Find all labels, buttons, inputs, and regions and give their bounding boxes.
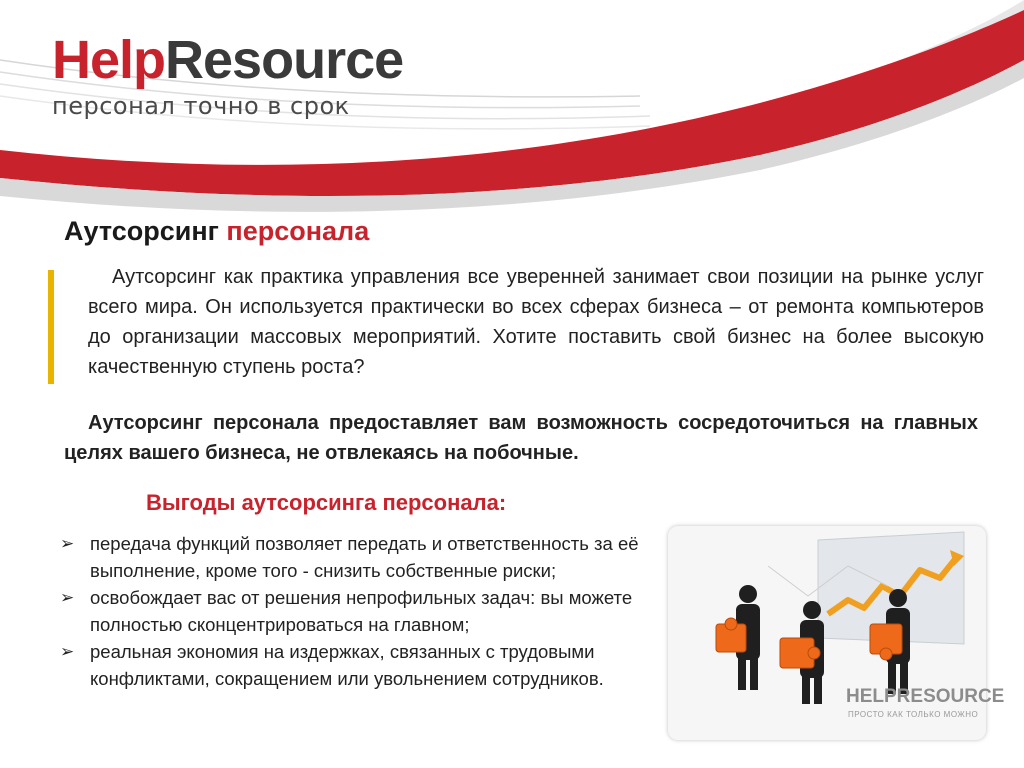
company-logo[interactable] xyxy=(52,32,403,120)
watermark-logo: HELPRESOURCE xyxy=(846,686,1005,707)
intro-paragraph: Аутсорсинг как практика управления все уверенней занимает свои позиции на рынке услуг всего мира. Он используется практически во всех сферах бизнеса – от ремонта компьютеров до организации массовых мероприятий. Хотите поставить свой бизнес на более высокую качественную ступень роста? xyxy=(88,266,984,378)
quote-bar xyxy=(48,270,54,384)
logo-tagline: персонал точно в срок xyxy=(52,92,350,120)
logo-wordmark: HelpResource xyxy=(52,30,404,90)
emphasis-paragraph: Аутсорсинг персонала предоставляет вам возможность сосредоточиться на главных целях вашего бизнеса, не отвлекаясь на побочные. xyxy=(64,412,978,464)
chevron-arrow-icon: ➢ xyxy=(60,588,75,607)
business-illustration xyxy=(668,526,1005,740)
chevron-arrow-icon: ➢ xyxy=(60,534,75,553)
chevron-arrow-icon: ➢ xyxy=(60,642,75,661)
page-title xyxy=(64,216,369,247)
benefits-list xyxy=(58,530,650,692)
title-part-2: персонала xyxy=(226,216,370,246)
watermark-tagline: ПРОСТО КАК ТОЛЬКО МОЖНО xyxy=(848,710,979,719)
list-item: ➢ передача функций позволяет передать и ответственность за её выполнение, кроме того - снизить собственные риски; xyxy=(58,530,650,584)
list-item: ➢ освобождает вас от решения непрофильных задач: вы можете полностью сконцентрироваться на главном; xyxy=(58,584,650,638)
title-part-1: Аутсорсинг xyxy=(64,216,219,246)
benefits-heading: Выгоды аутсорсинга персонала: xyxy=(146,490,507,515)
list-item: ➢ реальная экономия на издержках, связанных с трудовыми конфликтами, сокращением или увольнением сотрудников. xyxy=(58,638,650,692)
